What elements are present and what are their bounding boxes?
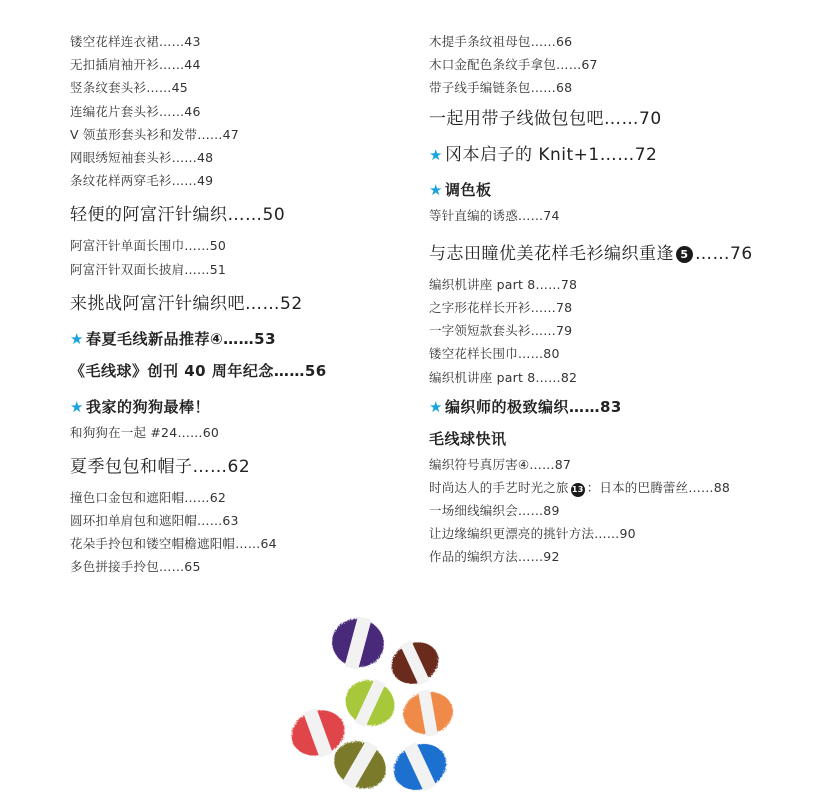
toc-entry[interactable]: 编织机讲座 part 8……78 — [429, 276, 578, 292]
toc-entry[interactable]: 连编花片套头衫……46 — [70, 103, 201, 119]
toc-group-summer — [70, 486, 400, 579]
yarn-skein-purple — [326, 611, 390, 675]
heading-text: 编织师的极致编织……83 — [444, 397, 622, 416]
toc-entry[interactable]: 多色拼接手拎包……65 — [70, 559, 201, 575]
toc-entry[interactable]: 镂空花样长围巾……80 — [429, 346, 560, 362]
toc-heading-news[interactable]: 毛线球快讯 — [429, 429, 507, 448]
toc-group-machine — [429, 273, 809, 389]
toc-entry[interactable]: 竖条纹套头衫……45 — [70, 80, 188, 96]
number-badge: 13 — [571, 483, 585, 497]
toc-heading-challenge[interactable]: 来挑战阿富汗针编织吧……52 — [70, 293, 303, 314]
toc-entry[interactable]: 作品的编织方法……92 — [429, 549, 560, 565]
toc-group-afghan — [70, 234, 400, 280]
toc-entry[interactable]: 条纹花样两穿毛衫……49 — [70, 173, 214, 189]
yarn-skein-lime — [337, 671, 403, 736]
toc-heading-okamoto[interactable] — [429, 138, 809, 172]
toc-heading-shida[interactable] — [429, 237, 809, 271]
heading-text: 与志田瞳优美花样毛衫编织重逢 — [429, 243, 674, 264]
toc-entry[interactable] — [429, 476, 809, 499]
star-icon: ★ — [429, 145, 443, 164]
yarn-skein-blue — [385, 734, 454, 800]
star-icon: ★ — [429, 180, 443, 199]
toc-group-news — [429, 499, 809, 569]
toc-heading-anniversary[interactable]: 《毛线球》创刊 40 周年纪念……56 — [70, 361, 327, 380]
toc-entry[interactable]: 和狗狗在一起 #24……60 — [70, 424, 220, 440]
toc-entry[interactable]: 撞色口金包和遮阳帽……62 — [70, 489, 227, 505]
number-badge: 5 — [676, 246, 693, 263]
toc-left-column — [70, 30, 400, 579]
heading-page: ……76 — [695, 243, 753, 264]
toc-entry[interactable]: 无扣插肩袖开衫……44 — [70, 57, 201, 73]
entry-text: 时尚达人的手艺时光之旅 — [429, 479, 569, 495]
toc-entry[interactable]: 花朵手拎包和镂空帽檐遮阳帽……64 — [70, 536, 277, 552]
toc-entry[interactable]: 阿富汗针双面长披肩……51 — [70, 261, 227, 277]
yarn-skein-brown — [384, 633, 446, 693]
toc-entry[interactable]: 网眼绣短袖套头衫……48 — [70, 149, 214, 165]
toc-entry[interactable]: 带子线手编链条包……68 — [429, 80, 573, 96]
star-icon: ★ — [429, 397, 443, 416]
toc-heading-ultimate[interactable] — [429, 393, 809, 421]
toc-entry[interactable]: 圆环扣单肩包和遮阳帽……63 — [70, 513, 239, 529]
heading-text: 调色板 — [444, 180, 492, 199]
toc-entry[interactable]: 阿富汗针单面长围巾……50 — [70, 238, 227, 254]
heading-text: 我家的狗狗最棒！ — [85, 397, 210, 416]
toc-entry[interactable]: 一字领短款套头衫……79 — [429, 323, 573, 339]
heading-text: 春夏毛线新品推荐④……53 — [85, 329, 277, 348]
yarn-skein-orange — [399, 686, 456, 740]
toc-entry[interactable]: 镂空花样连衣裙……43 — [70, 34, 201, 49]
toc-entry[interactable]: 编织机讲座 part 8……82 — [429, 369, 578, 385]
toc-heading-dog[interactable] — [70, 393, 400, 421]
toc-heading-palette[interactable] — [429, 176, 809, 204]
toc-entry[interactable]: 一场细线编织会……89 — [429, 503, 560, 519]
toc-heading-tape[interactable]: 一起用带子线做包包吧……70 — [429, 108, 662, 129]
entry-page: ：日本的巴腾蕾丝……88 — [586, 479, 731, 495]
toc-entry[interactable]: 木提手条纹祖母包……66 — [429, 34, 573, 49]
toc-entry[interactable]: 木口金配色条纹手拿包……67 — [429, 57, 598, 73]
heading-text: 冈本启子的 Knit+1……72 — [444, 144, 658, 165]
toc-entry[interactable]: 之字形花样长开衫……78 — [429, 299, 573, 315]
toc-right-column — [429, 30, 809, 569]
toc-heading-summer[interactable]: 夏季包包和帽子……62 — [70, 456, 251, 477]
toc-group-sweaters — [70, 30, 400, 192]
star-icon: ★ — [70, 397, 84, 416]
toc-heading-afghan[interactable]: 轻便的阿富汗针编织……50 — [70, 205, 286, 226]
toc-heading-new-yarn[interactable] — [70, 325, 400, 353]
toc-entry[interactable]: 等针直编的诱惑……74 — [429, 207, 560, 223]
toc-entry[interactable]: 编织符号真厉害④……87 — [429, 456, 572, 472]
star-icon: ★ — [70, 329, 84, 348]
yarn-skeins-image — [280, 605, 480, 805]
toc-entry[interactable]: 让边缘编织更漂亮的挑针方法……90 — [429, 526, 636, 542]
toc-group-bags — [429, 30, 809, 100]
toc-entry[interactable]: V 领茧形套头衫和发带……47 — [70, 126, 239, 142]
